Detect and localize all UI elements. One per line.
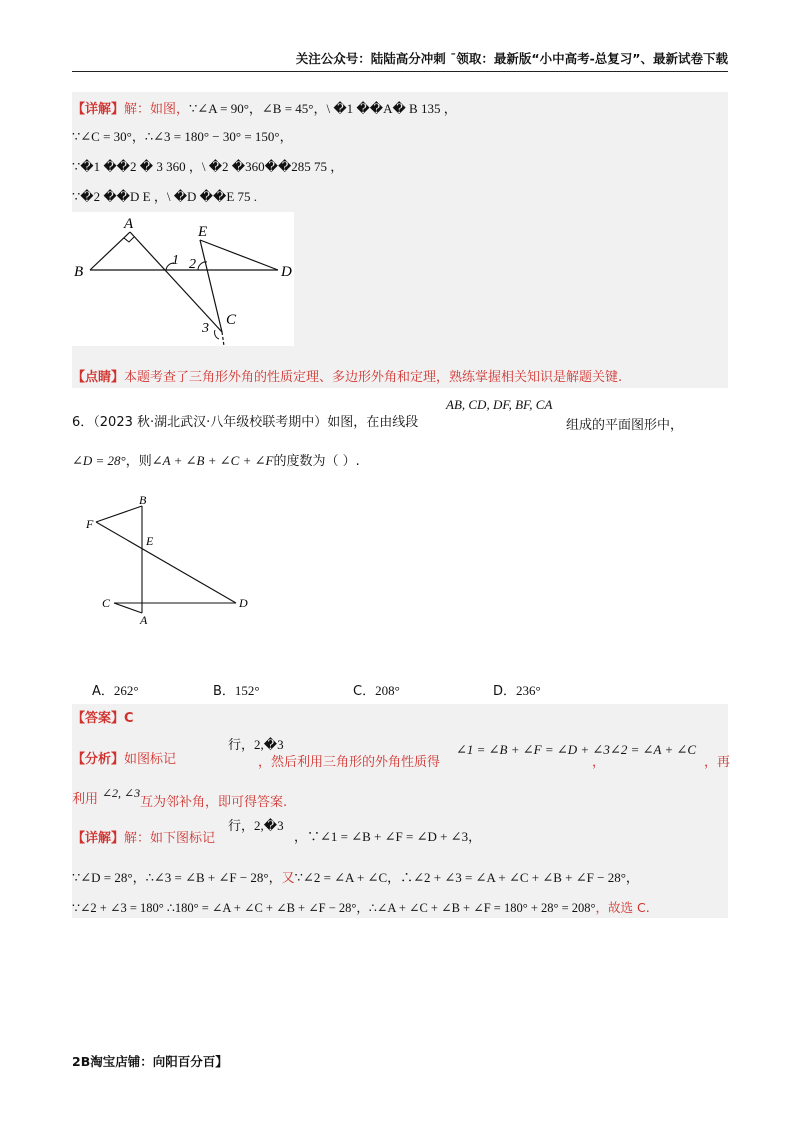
solution-l2b: 又 <box>281 871 295 886</box>
fig1-label-1: 1 <box>172 253 179 268</box>
detail-math-3: ∵�1 ��2 � 3 360 ，\ �2 �360��285 75 ， <box>72 159 344 174</box>
fig2-label-A: A <box>140 613 148 627</box>
fig2-label-D: D <box>239 596 248 610</box>
option-b-label: B． <box>213 684 235 699</box>
analysis-eq2: ∠2 = ∠A + ∠C <box>610 742 697 757</box>
page-header <box>72 50 728 72</box>
fig1-label-E: E <box>198 224 208 240</box>
answer-value: C <box>124 711 134 726</box>
question-end: 的度数为（ ）. <box>273 454 360 469</box>
figure-1 <box>72 212 294 346</box>
analysis-line2 <box>72 791 98 809</box>
option-a-label: A． <box>92 684 114 699</box>
question-segments: AB, CD, DF, BF, CA <box>446 397 553 412</box>
solution-mark: 行，2,�3 <box>228 818 284 833</box>
analysis-eq1: ∠1 = ∠B + ∠F = ∠D + ∠3 <box>456 742 610 757</box>
solution-t1: 解：如下图标记 <box>124 831 216 846</box>
figure-2 <box>84 490 260 630</box>
question-given: ∠D = 28° <box>72 453 126 468</box>
solution-l3b: ，故选 C. <box>595 900 650 915</box>
analysis-t5: 互为邻补角，即可得答案. <box>140 795 288 810</box>
option-d[interactable] <box>493 680 541 699</box>
solution-line3 <box>72 899 650 917</box>
question-line2 <box>72 452 360 471</box>
solution-l3a: ∵∠2 + ∠3 = 180° ∴180° = ∠A + ∠C + ∠B + ∠F − 28°，∴∠A + ∠C + ∠B + ∠F = 180° + 28° = 208° <box>72 901 596 915</box>
analysis-sep: ， <box>592 755 606 770</box>
detail-tag: 【详解】 <box>72 102 125 117</box>
question-number: 6． <box>72 415 94 430</box>
solution-line1 <box>72 830 215 848</box>
fig1-label-2: 2 <box>189 257 196 272</box>
option-c-value: 208° <box>375 683 400 698</box>
header-text: 关注公众号：陆陆高分冲刺 ¯领取：最新版“小中高考-总复习”、最新试卷下载 <box>295 51 728 66</box>
solution-l2c: ∵∠2 = ∠A + ∠C，∴∠2 + ∠3 = ∠A + ∠C + ∠B + ∠F − 28°， <box>294 870 639 885</box>
fig1-label-3: 3 <box>202 321 209 336</box>
option-c-label: C． <box>353 684 376 699</box>
option-c[interactable] <box>353 680 400 699</box>
solution-l2a: ∵∠D = 28°，∴∠3 = ∠B + ∠F − 28°， <box>72 870 282 885</box>
answer-line <box>72 710 134 728</box>
option-a[interactable] <box>92 680 139 699</box>
fig2-label-C: C <box>102 596 111 610</box>
question-mid: ，则 <box>125 454 152 469</box>
prev-solution-line1 <box>72 100 457 119</box>
detail-math-1: ∵∠A = 90°，∠B = 45°，\ �1 ��A� B 135 ， <box>189 101 457 116</box>
question-source: （2023 秋·湖北武汉·八年级校联考期中）如图，在由线段 <box>93 415 419 430</box>
fig2-label-B: B <box>139 493 147 507</box>
analysis-t2: ，然后利用三角形的外角性质得 <box>258 755 441 770</box>
detail-math-4: ∵�2 ��D E ，\ �D ��E 75 . <box>72 189 258 204</box>
question-line1 <box>72 414 418 432</box>
fig1-label-C: C <box>226 312 237 328</box>
comment-tag: 【点睛】 <box>72 370 125 385</box>
page-footer <box>72 1052 228 1070</box>
analysis-tag: 【分析】 <box>72 752 125 767</box>
analysis-t4: 利用 <box>72 792 99 807</box>
solution-tag: 【详解】 <box>72 831 125 846</box>
prev-solution-line2 <box>72 128 293 146</box>
analysis-eq3: ∠2, ∠3 <box>102 786 141 800</box>
option-b-value: 152° <box>234 683 260 698</box>
comment-text: 本题考查了三角形外角的性质定理、多边形外角和定理，熟练掌握相关知识是解题关键. <box>124 370 623 385</box>
analysis-mark: 行，2,�3 <box>228 737 284 752</box>
fig1-label-A: A <box>124 216 134 232</box>
solution-eq1: ，∵∠1 = ∠B + ∠F = ∠D + ∠3， <box>294 829 482 844</box>
detail-prefix: 解：如图， <box>124 102 190 117</box>
option-d-value: 236° <box>516 683 541 698</box>
question-suffix: 组成的平面图形中， <box>566 418 684 433</box>
prev-solution-line4 <box>72 188 257 206</box>
analysis-t1: 如图标记 <box>124 752 177 767</box>
prev-solution-line3 <box>72 158 343 176</box>
question-expr: ∠A + ∠B + ∠C + ∠F <box>151 453 274 468</box>
answer-tag: 【答案】 <box>72 711 125 726</box>
footer-text: 2B淘宝店铺：向阳百分百】 <box>72 1054 228 1069</box>
option-a-value: 262° <box>113 683 139 698</box>
analysis-t3: ，再 <box>704 755 731 770</box>
fig2-label-F: F <box>86 517 94 531</box>
solution-line2 <box>72 869 639 888</box>
option-d-label: D． <box>493 684 517 699</box>
option-b[interactable] <box>213 680 260 699</box>
fig1-label-B: B <box>74 264 84 280</box>
fig2-label-E: E <box>146 534 154 548</box>
detail-math-2: ∵∠C = 30°，∴∠3 = 180° − 30° = 150°， <box>72 129 293 144</box>
fig1-label-D: D <box>281 264 292 280</box>
analysis-line1 <box>72 751 176 769</box>
prev-comment-line <box>72 369 622 387</box>
